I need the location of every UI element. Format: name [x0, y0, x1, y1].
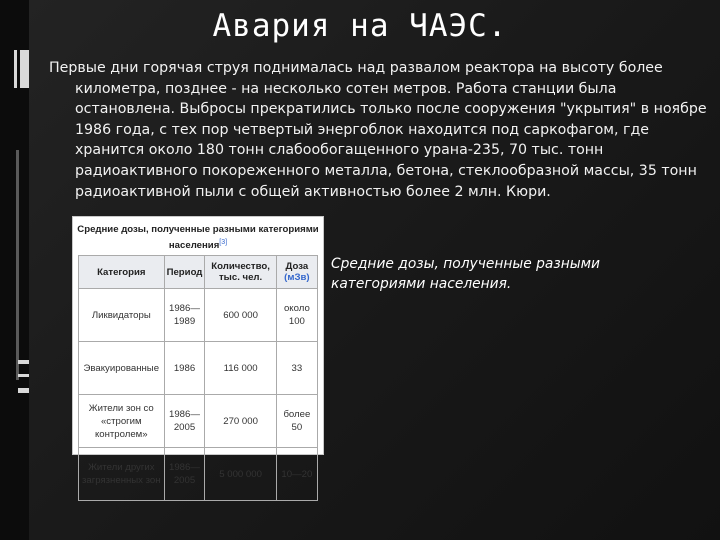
cell-category: Ликвидаторы [79, 289, 165, 342]
decor-tick [18, 388, 29, 393]
cell-category: Жители других загрязненных зон [79, 448, 165, 501]
header-dose: Доза (мЗв) [276, 256, 317, 289]
cell-count: 5 000 000 [205, 448, 276, 501]
decor-bar [14, 50, 17, 88]
body-paragraph: Первые дни горячая струя поднималась над развалом реактора на высоту более километра, позднее - на несколько сотен метров. Работа станции была остановлена. Выбросы прекратились только после сооружения "укрытия" в ноябре 1986 года, с тех пор четвертый энергоблок находится под саркофагом, где хранится около 180 тонн слабообогащенного урана-235, 70 тыс. тонн радиоактивного покореженного металла, бетона, стеклообразной массы, 35 тонн радиоактивной пыли с общей активностью более 2 млн. Кюри. [49, 60, 707, 200]
table-caption: Средние дозы, полученные разными категориями населения[3] [77, 224, 319, 252]
decor-tick [18, 374, 29, 377]
cell-dose: около 100 [276, 289, 317, 342]
cell-count: 116 000 [205, 342, 276, 395]
decor-line [16, 150, 19, 380]
body-text [49, 58, 715, 202]
decor-tick [18, 360, 29, 364]
slide-title: Авария на ЧАЭС. [212, 8, 508, 44]
dose-table-image [72, 216, 324, 486]
header-category: Категория [79, 256, 165, 289]
decor-bar [20, 50, 29, 88]
dose-unit-link[interactable]: (мЗв) [284, 272, 310, 283]
table-caption-ref[interactable]: [3] [219, 239, 228, 246]
cell-period: 1986—1989 [164, 289, 205, 342]
cell-period: 1986 [164, 342, 205, 395]
table-row [79, 395, 318, 448]
header-count: Количество, тыс. чел. [205, 256, 276, 289]
dose-table [78, 255, 318, 501]
table-row [79, 342, 318, 395]
table-header-row [79, 256, 318, 289]
cell-period: 1986—2005 [164, 448, 205, 501]
table-row [79, 289, 318, 342]
cell-dose: 10—20 [276, 448, 317, 501]
table-side-caption: Средние дозы, полученные разными категориями населения. [331, 256, 600, 292]
cell-period: 1986—2005 [164, 395, 205, 448]
table-row [79, 448, 318, 501]
header-period: Период [164, 256, 205, 289]
cell-category: Эвакуированные [79, 342, 165, 395]
cell-dose: более 50 [276, 395, 317, 448]
cell-category: Жители зон со «строгим контролем» [79, 395, 165, 448]
cell-count: 270 000 [205, 395, 276, 448]
cell-count: 600 000 [205, 289, 276, 342]
cell-dose: 33 [276, 342, 317, 395]
